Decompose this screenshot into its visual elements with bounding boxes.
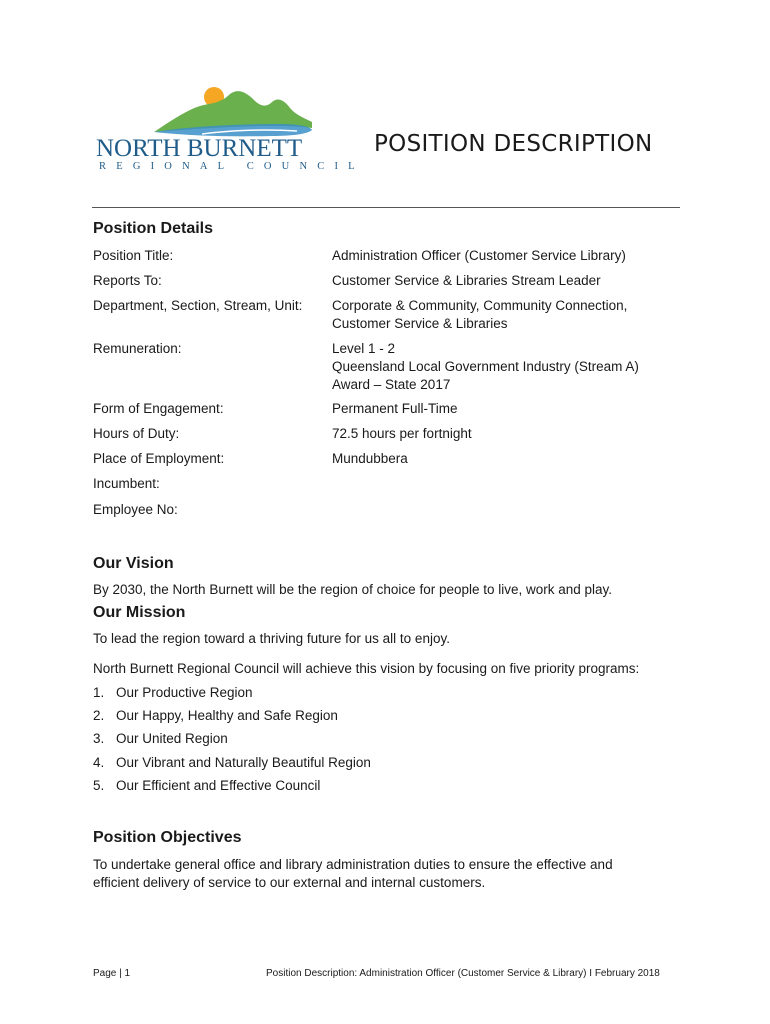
- list-item: [93, 730, 228, 748]
- label-hours-of-duty: Hours of Duty:: [93, 426, 180, 441]
- logo-subtitle: REGIONAL COUNCIL: [99, 161, 365, 172]
- document-title: POSITION DESCRIPTION: [374, 131, 653, 157]
- council-logo: [92, 84, 365, 176]
- logo-name: NORTH BURNETT: [96, 135, 303, 162]
- label-department: Department, Section, Stream, Unit:: [93, 298, 303, 313]
- value-place-of-employment: Mundubbera: [332, 451, 408, 466]
- value-reports-to: Customer Service & Libraries Stream Leader: [332, 273, 601, 288]
- vision-text: By 2030, the North Burnett will be the region of choice for people to live, work and play.: [93, 582, 613, 597]
- list-number: 1.: [93, 685, 105, 700]
- value-form-of-engagement: Permanent Full-Time: [332, 401, 458, 416]
- mission-text: To lead the region toward a thriving future for us all to enjoy.: [93, 631, 450, 646]
- label-employee-no: Employee No:: [93, 502, 178, 517]
- list-text: Our Efficient and Effective Council: [116, 778, 321, 793]
- objectives-text: To undertake general office and library administration duties to ensure the effective and efficient delivery of service to our external and internal customers.: [93, 857, 613, 890]
- label-place-of-employment: Place of Employment:: [93, 451, 225, 466]
- mission-intro: North Burnett Regional Council will achieve this vision by focusing on five priority programs:: [93, 661, 640, 676]
- list-item: [93, 684, 253, 702]
- footer-document-info: Position Description: Administration Officer (Customer Service & Library) I February 2018: [266, 968, 660, 979]
- value-position-title: Administration Officer (Customer Service Library): [332, 248, 626, 263]
- list-number: 2.: [93, 708, 105, 723]
- mission-heading: Our Mission: [93, 604, 186, 621]
- position-details-heading: Position Details: [93, 220, 214, 237]
- list-text: Our United Region: [116, 731, 228, 746]
- label-remuneration: Remuneration:: [93, 341, 182, 356]
- label-incumbent: Incumbent:: [93, 476, 160, 491]
- value-department-line2: Customer Service & Libraries: [332, 316, 508, 331]
- list-text: Our Happy, Healthy and Safe Region: [116, 708, 338, 723]
- label-form-of-engagement: Form of Engagement:: [93, 401, 224, 416]
- list-item: [93, 754, 371, 772]
- list-text: Our Productive Region: [116, 685, 253, 700]
- footer-page-number: Page | 1: [93, 968, 131, 979]
- value-department-line1: Corporate & Community, Community Connection,: [332, 298, 628, 313]
- value-remuneration-line2: Queensland Local Government Industry (Stream A): [332, 359, 639, 374]
- list-item: [93, 777, 320, 795]
- label-position-title: Position Title:: [93, 248, 174, 263]
- list-item: [93, 707, 338, 725]
- objectives-heading: Position Objectives: [93, 829, 242, 846]
- value-remuneration-line1: Level 1 - 2: [332, 341, 396, 356]
- list-number: 4.: [93, 755, 105, 770]
- label-reports-to: Reports To:: [93, 273, 162, 288]
- vision-heading: Our Vision: [93, 555, 174, 572]
- list-text: Our Vibrant and Naturally Beautiful Region: [116, 755, 371, 770]
- value-remuneration-line3: Award – State 2017: [332, 377, 451, 392]
- header-divider: [92, 207, 680, 208]
- value-hours-of-duty: 72.5 hours per fortnight: [332, 426, 472, 441]
- list-number: 5.: [93, 778, 105, 793]
- list-number: 3.: [93, 731, 105, 746]
